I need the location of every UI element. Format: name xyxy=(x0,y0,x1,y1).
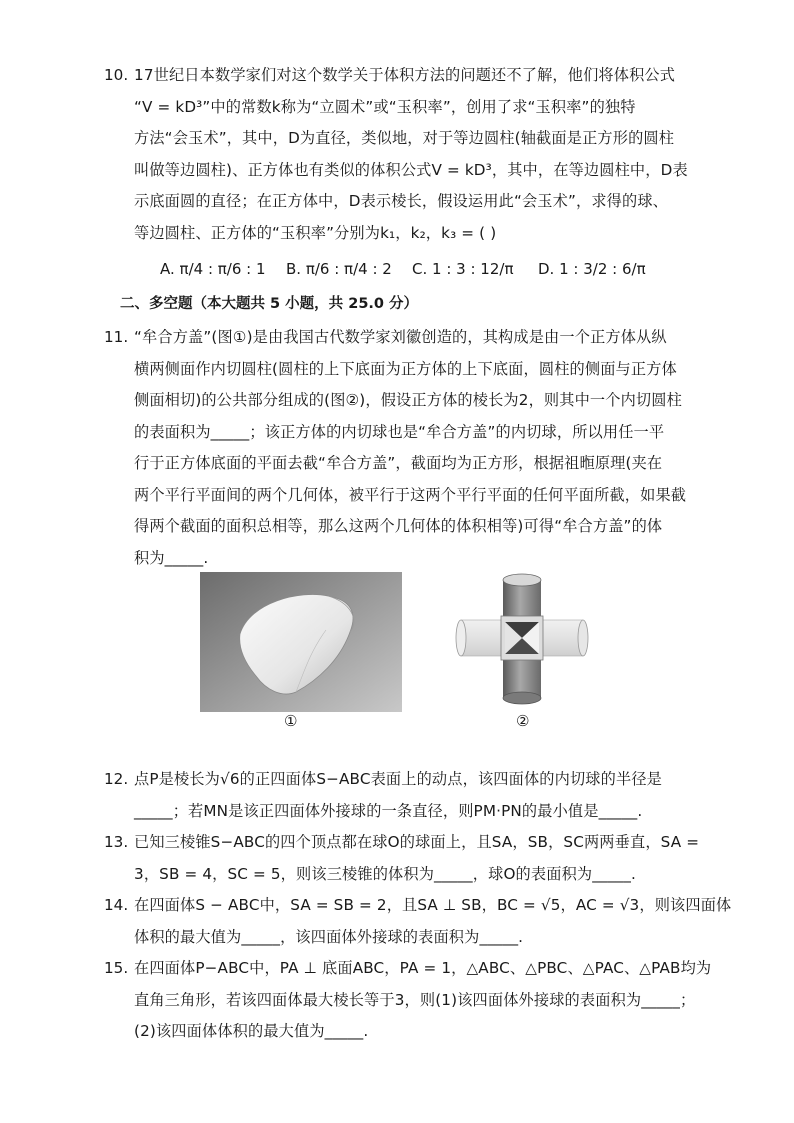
figure-2-caption: ② xyxy=(516,712,530,730)
figure-1-image xyxy=(200,572,402,712)
option-text: π/4 : π/6 : 1 xyxy=(179,260,266,278)
question-15 xyxy=(104,953,712,1048)
question-line: 叫做等边圆柱)、正方体也有类似的体积公式V = kD³，其中，在等边圆柱中，D表 xyxy=(134,160,688,179)
question-line: 在四面体S − ABC中，SA = SB = 2，且SA ⊥ SB，BC = √5，AC = √3，则该四面体 xyxy=(134,896,732,914)
option-text: π/6 : π/4 : 2 xyxy=(305,260,392,278)
question-line: 示底面圆的直径；在正方体中，D表示棱长，假设运用此“会玉术”，求得的球、 xyxy=(134,192,669,210)
question-line: 行于正方体底面的平面去截“牟合方盖”，截面均为正方形，根据祖暅原理(夹在 xyxy=(134,454,663,472)
figure-1-mouhefanggai xyxy=(200,572,402,712)
question-line: 在四面体P−ABC中，PA ⊥ 底面ABC，PA = 1，△ABC、△PBC、△PAC、△PAB均为 xyxy=(134,959,712,977)
question-line: 已知三棱锥S−ABC的四个顶点都在球O的球面上，且SA，SB，SC两两垂直，SA = xyxy=(134,833,700,851)
option-label: D. xyxy=(538,260,555,278)
question-10 xyxy=(104,60,688,249)
question-line: _____；若MN是该正四面体外接球的一条直径，则PM·PN的最小值是_____. xyxy=(134,801,643,820)
question-line: 得两个截面的面积总相等，那么这两个几何体的体积相等)可得“牟合方盖”的体 xyxy=(134,517,663,535)
question-line: 直角三角形，若该四面体最大棱长等于3，则(1)该四面体外接球的表面积为_____； xyxy=(134,990,696,1009)
figure-2-intersecting-cylinders xyxy=(455,572,590,707)
figure-2-image xyxy=(455,572,590,707)
question-line: (2)该四面体体积的最大值为_____. xyxy=(134,1022,369,1040)
option-a[interactable] xyxy=(160,253,266,285)
question-line: “牟合方盖”(图①)是由我国古代数学家刘徽创造的，其构成是由一个正方体从纵 xyxy=(134,328,667,346)
question-number: 12. xyxy=(104,770,129,788)
question-13 xyxy=(104,827,700,890)
question-number: 14. xyxy=(104,896,129,914)
question-line: 等边圆柱、正方体的“玉积率”分别为k₁，k₂，k₃ = ( ) xyxy=(134,223,497,242)
figure-1-caption: ① xyxy=(284,712,298,730)
question-line: 方法“会玉术”，其中，D为直径，类似地，对于等边圆柱(轴截面是正方形的圆柱 xyxy=(134,129,675,147)
question-line: 侧面相切)的公共部分组成的(图②)，假设正方体的棱长为2，则其中一个内切圆柱 xyxy=(134,391,682,409)
question-11 xyxy=(104,322,687,574)
question-10-options xyxy=(160,253,680,285)
option-text: 1 : 3 : 12/π xyxy=(432,260,514,278)
question-14 xyxy=(104,890,732,953)
question-number: 15. xyxy=(104,959,129,977)
question-line: 3，SB = 4，SC = 5，则该三棱锥的体积为_____，球O的表面积为_____. xyxy=(134,864,636,883)
question-line: 体积的最大值为_____，该四面体外接球的表面积为_____. xyxy=(134,927,524,946)
option-text: 1 : 3/2 : 6/π xyxy=(559,260,646,278)
option-label: A. xyxy=(160,260,175,278)
option-c[interactable] xyxy=(412,253,513,285)
question-line: “V = kD³”中的常数k称为“立圆术”或“玉积率”，创用了求“玉积率”的独特 xyxy=(134,97,636,116)
option-d[interactable] xyxy=(538,253,646,285)
question-line: 17世纪日本数学家们对这个数学关于体积方法的问题还不了解，他们将体积公式 xyxy=(134,66,676,84)
question-line: 两个平行平面间的两个几何体，被平行于这两个平行平面的任何平面所截，如果截 xyxy=(134,485,687,504)
question-line: 横两侧面作内切圆柱(圆柱的上下底面为正方体的上下底面，圆柱的侧面与正方体 xyxy=(134,359,677,378)
section-heading: 二、多空题（本大题共 5 小题，共 25.0 分） xyxy=(120,296,419,312)
question-line: 积为_____. xyxy=(134,548,209,567)
question-number: 11. xyxy=(104,328,129,346)
question-number: 13. xyxy=(104,833,129,851)
option-b[interactable] xyxy=(286,253,392,285)
question-12 xyxy=(104,764,674,827)
question-line: 的表面积为_____；该正方体的内切球也是“牟合方盖”的内切球，所以用任一平 xyxy=(134,422,665,441)
option-label: C. xyxy=(412,260,428,278)
question-line: 点P是棱长为√6的正四面体S−ABC表面上的动点，该四面体的内切球的半径是 xyxy=(134,770,662,788)
question-number: 10. xyxy=(104,66,129,84)
option-label: B. xyxy=(286,260,302,278)
